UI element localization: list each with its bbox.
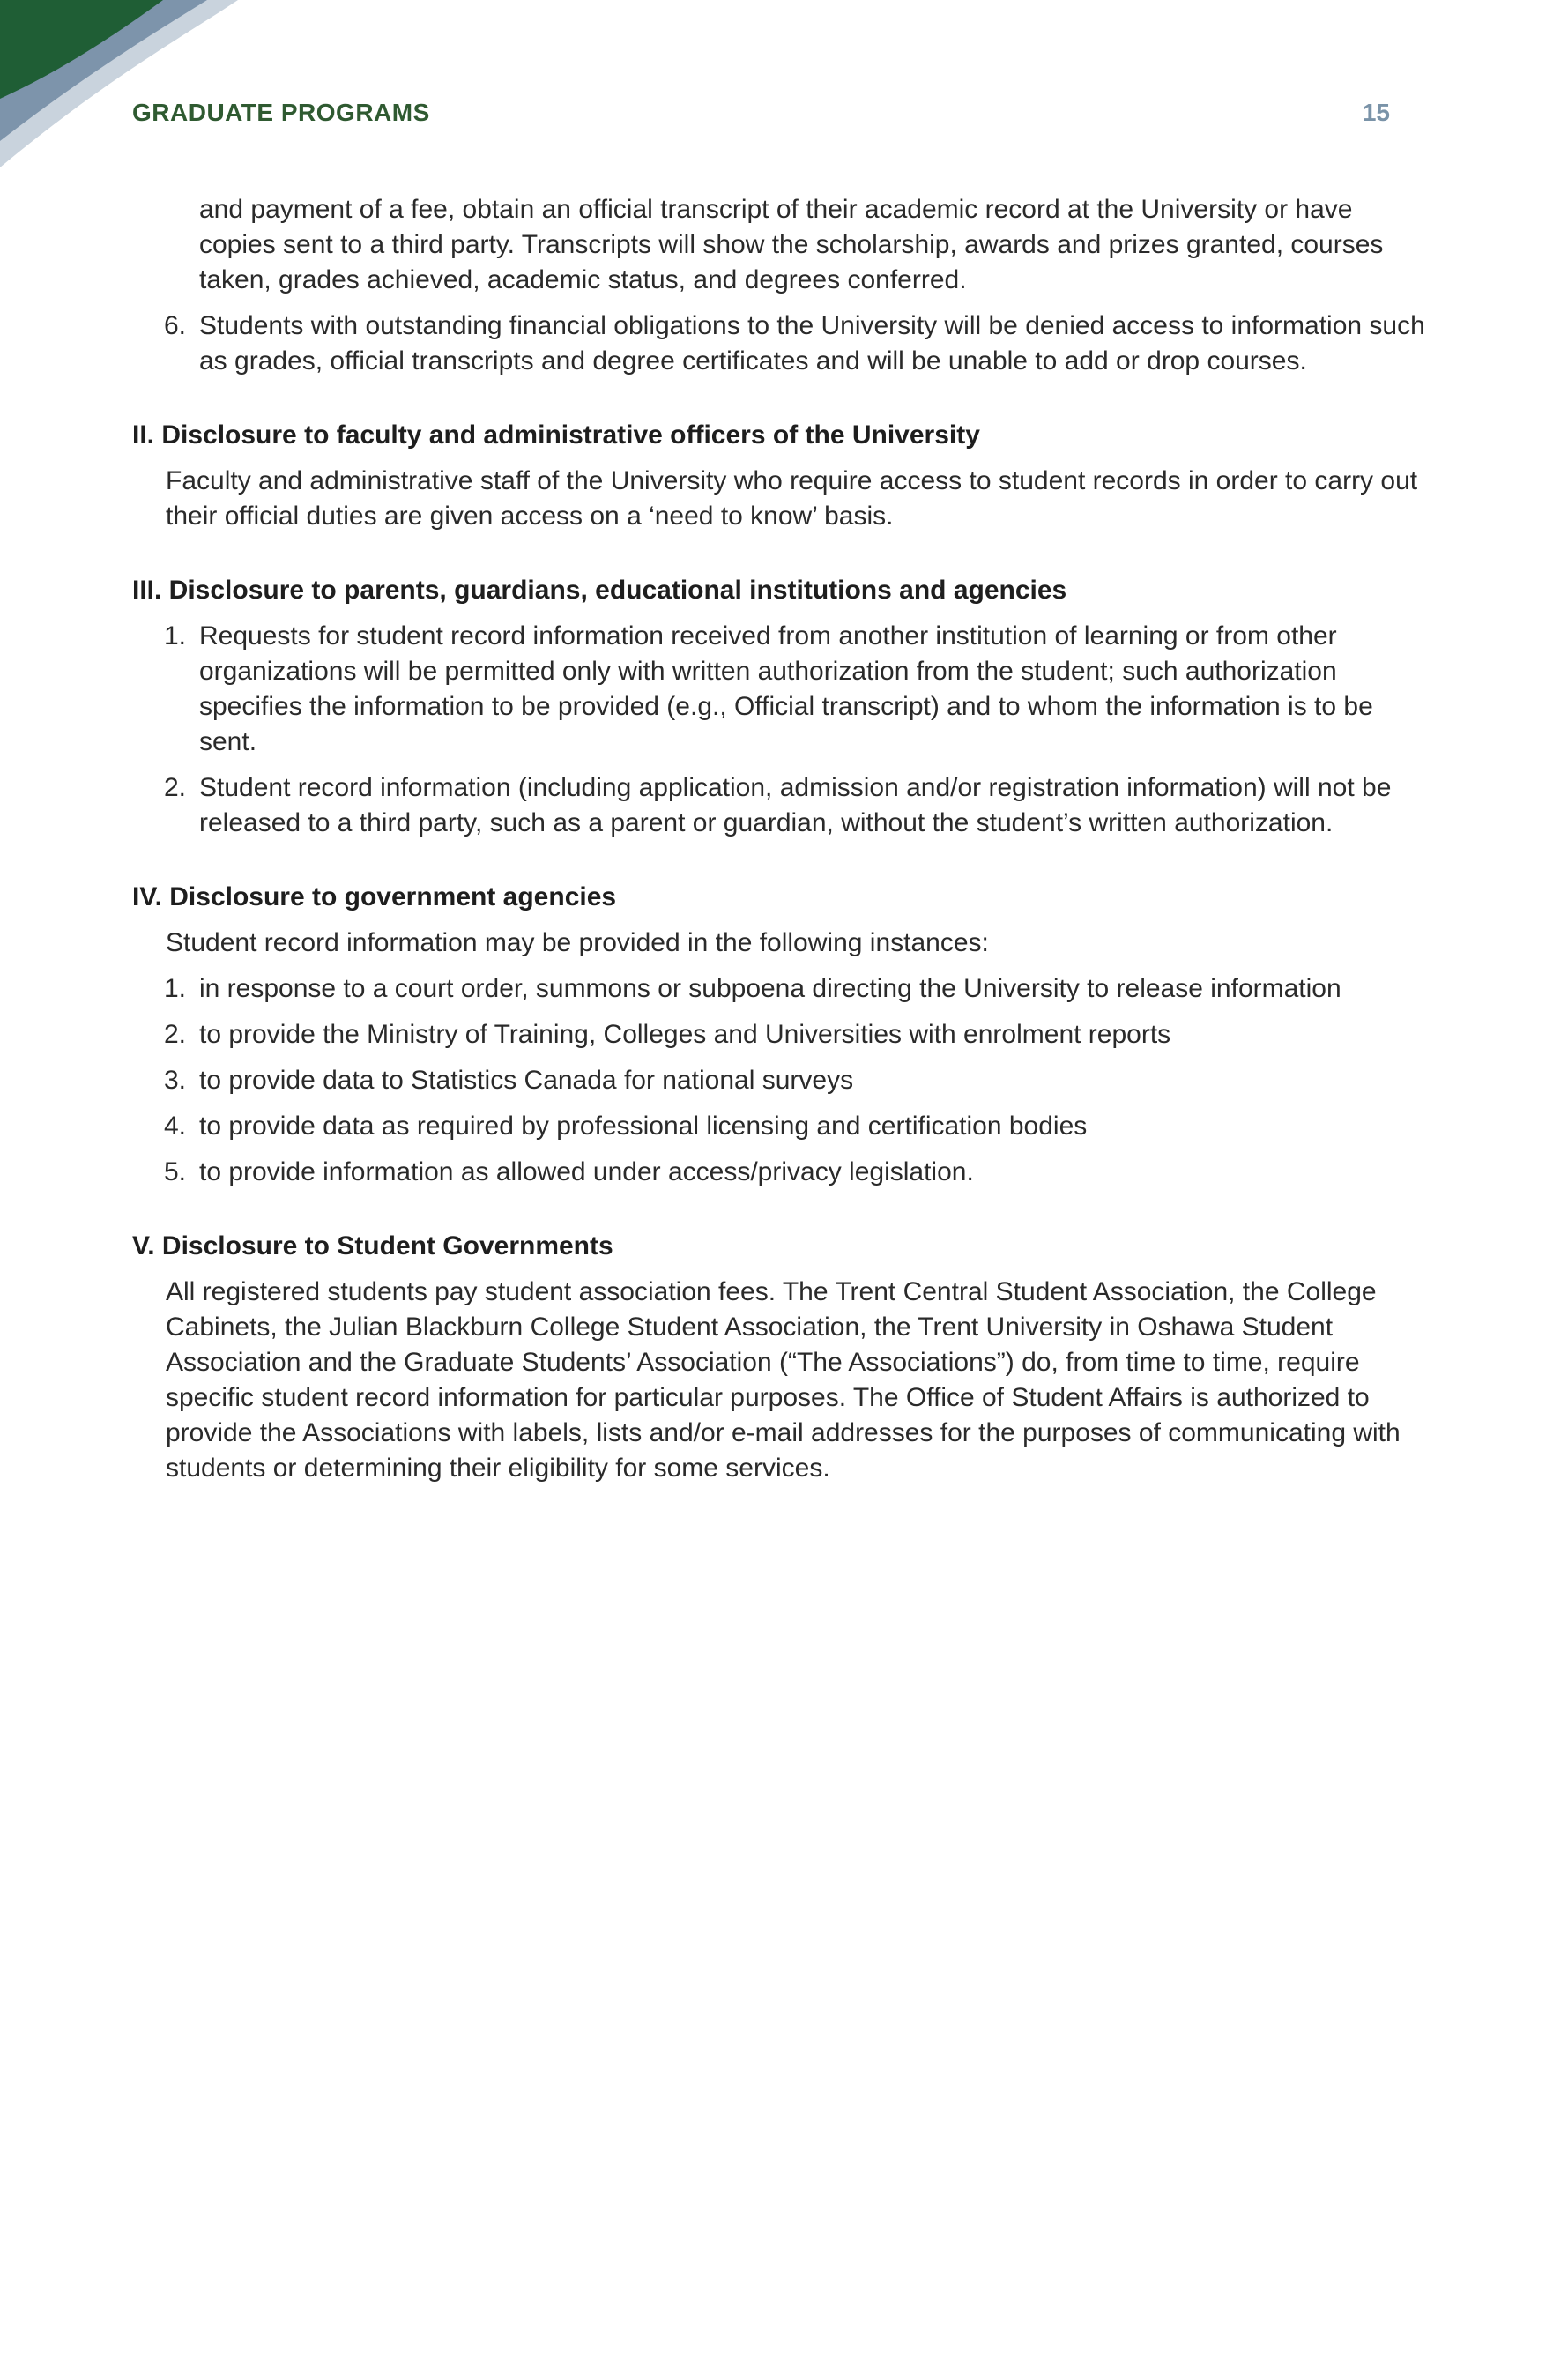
list-item [132, 309, 1432, 379]
page-number: 15 [1362, 99, 1390, 126]
list-number: 2. [164, 773, 187, 802]
section-intro-government: Student record information may be provided in the following instances: [166, 928, 989, 957]
list-number: 5. [164, 1157, 187, 1186]
section-heading-student-governments: V. Disclosure to Student Governments [132, 1231, 613, 1261]
list-item [132, 770, 1432, 841]
list-item [132, 971, 1432, 1007]
running-head: GRADUATE PROGRAMS [132, 99, 430, 126]
list-item-text: to provide information as allowed under access/privacy legislation. [199, 1157, 974, 1186]
list-item-text: Requests for student record information received from another institution of learning or from other organizations will be permitted only with written authorization from the student; such authorization specifies the information to be provided (e.g., Official transcript) and to whom the information is to be sent. [199, 621, 1373, 756]
parents-list [132, 619, 1432, 841]
continuation-paragraph: and payment of a fee, obtain an official transcript of their academic record at the University or have copies sent to a third party. Transcripts will show the scholarship, awards and prizes granted, courses taken, grades achieved, academic status, and degrees conferred. [199, 195, 1384, 294]
list-number: 2. [164, 1020, 187, 1049]
list-item-text: to provide the Ministry of Training, Colleges and Universities with enrolment reports [199, 1020, 1171, 1049]
list-number: 6. [164, 311, 187, 340]
list-item [132, 1155, 1432, 1190]
continued-list [132, 309, 1432, 379]
section-body-student-governments: All registered students pay student association fees. The Trent Central Student Association, the College Cabinets, the Julian Blackburn College Student Association, the Trent University in Oshawa Student Association and the Graduate Students’ Association (“The Associations”) do, from time to time, require specific student record information for particular purposes. The Office of Student Affairs is authorized to provide the Associations with labels, lists and/or e-mail addresses for the purposes of communicating with students or determining their eligibility for some services. [166, 1277, 1401, 1483]
list-item-text: Student record information (including application, admission and/or registration information) will not be released to a third party, such as a parent or guardian, without the student’s written authorization. [199, 773, 1392, 837]
section-heading-government: IV. Disclosure to government agencies [132, 882, 617, 911]
list-number: 3. [164, 1066, 187, 1095]
list-item [132, 1017, 1432, 1052]
section-heading-faculty: II. Disclosure to faculty and administrative officers of the University [132, 420, 980, 450]
document-body [132, 192, 1432, 1497]
list-item [132, 619, 1432, 760]
list-number: 1. [164, 974, 187, 1003]
list-item [132, 1063, 1432, 1098]
government-list [132, 971, 1432, 1190]
list-item-text: in response to a court order, summons or subpoena directing the University to release information [199, 974, 1341, 1003]
list-item-text: to provide data as required by professional licensing and certification bodies [199, 1112, 1088, 1141]
corner-swoosh-graphic [0, 0, 264, 167]
list-number: 1. [164, 621, 187, 651]
section-heading-parents: III. Disclosure to parents, guardians, educational institutions and agencies [132, 576, 1067, 605]
section-body-faculty: Faculty and administrative staff of the University who require access to student records in order to carry out their official duties are given access on a ‘need to know’ basis. [166, 466, 1418, 531]
list-item-text: to provide data to Statistics Canada for national surveys [199, 1066, 854, 1095]
list-item-text: Students with outstanding financial obligations to the University will be denied access to information such as grades, official transcripts and degree certificates and will be unable to add or drop courses. [199, 311, 1425, 376]
list-item [132, 1109, 1432, 1144]
list-number: 4. [164, 1112, 187, 1141]
